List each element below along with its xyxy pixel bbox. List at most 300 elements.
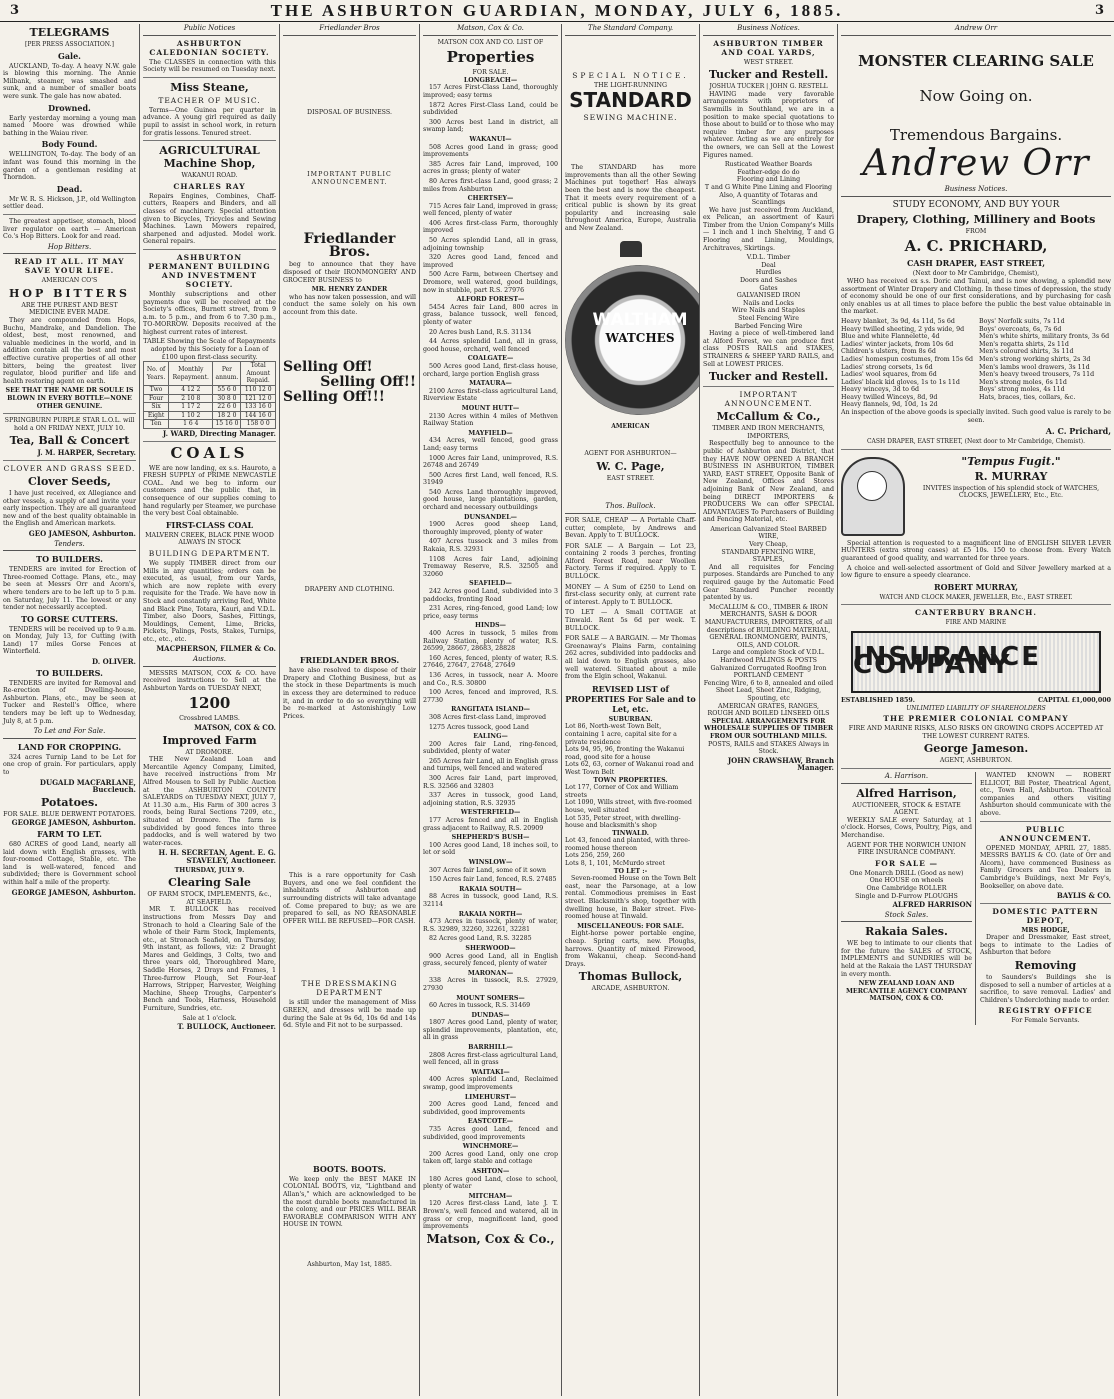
property-district: MOUNT HUTT— (461, 404, 520, 412)
tinwald-head: TINWALD. (612, 829, 649, 837)
pr-sign2: CASH DRAPER, EAST STREET, (Next door to Mr Cambridge, Chemist). (866, 438, 1086, 446)
steane-body: Terms—One Guinea per quarter in advance. A young girl required as daily pupil to assist in school work, in return for gratis lessons. Tenured street. (143, 106, 276, 137)
mc-list-item: American Galvanized Steel BARBED WIRE, (710, 525, 827, 541)
bn-head: Business Notices. (841, 185, 1111, 197)
pa-body: OPENED MONDAY, APRIL 27, 1885. MESSRS BAYLIS & CO. (late of Orr and Alcorn), have commenced Business as Family Grocers and Tea Dealers in Cambridge's Buildings, next Mr Fey's, Bookseller, on above date. (980, 844, 1111, 890)
matson-foot: Matson, Cox & Co., (426, 1231, 555, 1246)
land-sign: DUGALD MACFARLANE, Buccleuch. (39, 777, 136, 795)
suburban-list (565, 723, 696, 776)
mc-list (703, 526, 834, 564)
telegram-heading: Body Found. (41, 139, 98, 150)
tr-list2-item: Hurdles (755, 269, 782, 277)
property-item: 500 Acres good Land, first-class house, orchard, large portion English grass (423, 362, 558, 378)
tenders2-body: TENDERS are invited for Removal and Re-erection of Dwelling-house, Ashburton. Plans, etc., may be seen at Tucker and Restell's Office, where tenders may be left up to Wednesday, July 8, at 5 p.m. (3, 679, 136, 725)
tf-body2: Special attention is requested to a magnificent line of ENGLISH SILVER LEVER HUNTERS (extra strong cases) at £5 10s. 150 to choose from. Every Watch guaranteed of good quality, and warranted for three years. (841, 539, 1111, 563)
farm-body2: THE New Zealand Loan and Mercantile Agency Company, Limited, have received instructions from Mr Alfred Mousen to Sell by Public Auction at the ASHBURTON COUNTY SALEYARDS on TUESDAY NEXT, JULY 7, At 11.30 a.m., His Farm of 300 acres 3 roods, being Rural Sections 7209, etc., situated at Dromore. The farm is subdivided by good fences into three paddocks, and is well watered by two water-races. (143, 756, 276, 847)
property-item: 157 Acres First-Class Land, thoroughly improved; easy terms (423, 84, 558, 99)
property-district: WINSLOW— (468, 859, 513, 866)
table-cell: Eight (144, 411, 169, 420)
telegram-heading: Dead. (56, 183, 83, 194)
standard-big: STANDARD (569, 88, 692, 113)
pa-title: PUBLIC ANNOUNCEMENT. (999, 824, 1092, 843)
tolet-body: Seven-roomed House on the Town Belt east, near the Parsonage, at a low rental. Commodious premises in East street. Blacksmith's shop, together with dwelling house, in Baker street. Five-roomed house at Tinwald. (565, 875, 696, 921)
sell-3: Selling Off!!! (283, 388, 385, 405)
potatoes-sign: GEORGE JAMESON, Ashburton. (11, 818, 136, 828)
mc-list2-item: AMERICAN GRATES, RANGES, (717, 702, 820, 710)
revised-title: REVISED LIST of PROPERTIES For Sale and to Let, etc. (565, 683, 696, 714)
steane-sub: TEACHER OF MUSIC. (158, 95, 261, 105)
mc-list2 (703, 649, 834, 717)
bullock-item: FOR SALE, CHEAP — A Portable Chaff-cutter, complete, by Andrews and Bevan. Apply to T. BULLOCK. (565, 516, 696, 540)
property-item: 5454 Acres fair Land, 800 acres in grass, balance tussock, well fenced, plenty of water (423, 303, 558, 326)
property-district: RAKAIA NORTH— (458, 910, 523, 918)
property-item: 406 Acres first-class Farm, thoroughly improved (423, 219, 558, 235)
mc-list2-item: ROUGH AND BOILED LINSEED OILS (707, 710, 830, 718)
hop-sub: ARE THE PUREST AND BEST MEDICINE EVER MADE. (21, 301, 118, 317)
property-district: CHERTSEY— (467, 195, 514, 203)
property-item: 265 Acres fair Land, all in English grass and turnips, well fenced and watered (423, 757, 558, 773)
table-header-cell: No. of Years. (144, 362, 169, 386)
tea-sign: J. M. HARPER, Secretary. (37, 448, 136, 458)
fb-body: beg to announce that they have disposed of their IRONMONGERY AND GROCERY BUSINESS to (283, 261, 416, 284)
property-item: 150 Acres fair Land, fenced, R.S. 27485 (429, 876, 557, 884)
property-item: 300 Acres best Land in district, all swamp land; (423, 118, 558, 134)
pr-item-right: Men's strong moles, 6s 11d (979, 378, 1067, 386)
clear-title: Clearing Sale (168, 876, 251, 890)
property-district: MAYFIELD— (468, 429, 513, 437)
watch-crown-icon (620, 241, 642, 257)
ah-item: One Cambridge ROLLER (866, 884, 947, 892)
table-cell: Four (144, 394, 169, 403)
mc-list-item: STANDARD FENCING WIRE, (721, 548, 816, 556)
repayment-table-header (144, 362, 276, 386)
table-cell: 158 0 0 (241, 420, 276, 429)
property-item: 300 Acres fair Land, part improved, R.S. 32566 and 32803 (423, 775, 558, 790)
pr-item-right: Hats, braces, ties, collars, &c. (979, 393, 1076, 401)
ins-body: FIRE AND MARINE RISKS, ALSO RISKS ON GROWING CROPS ACCEPTED AT THE LOWEST CURRENT RATES. (848, 725, 1104, 740)
bottom-pair (841, 772, 1111, 1025)
timber-sub: WEST STREET. (743, 58, 794, 66)
tr-names: JOSHUA TUCKER | JOHN G. RESTELL (709, 83, 828, 91)
tr-list (703, 161, 834, 207)
mc-list2-item: Sheet Lead, Sheet Zinc, Ridging, Spouting, etc (715, 687, 822, 702)
column-friedlander (280, 24, 420, 1396)
dp-name: MRS HODGE, (1021, 926, 1070, 934)
dp-big: Removing (1014, 959, 1077, 973)
mc-foot: POSTS, RAILS and STAKES Always in Stock. (707, 740, 830, 756)
clover-sign: GEO JAMESON, Ashburton. (28, 528, 136, 538)
tinwald-item: Lot 43, fenced and planted, with three-roomed house thereon (565, 837, 691, 852)
bullock-item: FOR SALE — A BARGAIN. — Mr Thomas Greenaway's Plains Farm, containing 262 acres, subdivided into paddocks and all laid down to English grasses, also well watered. Situated about a mile from the Elgin school, Wakanui. (565, 635, 696, 681)
land-title: LAND FOR CROPPING. (17, 741, 122, 752)
mc-special: SPECIAL ARRANGEMENTS FOR WHOLESALE SUPPLIES OF TIMBER FROM OUR SOUTHLAND MILLS. (703, 717, 834, 740)
mc-list2-item: Fencing Wire, 6 to 8, annealed and oiled (703, 679, 834, 687)
property-district: DUNSANDEL— (464, 513, 517, 521)
town-item: Lot 1090, Wills street, with five-roomed house, well situated (565, 799, 692, 814)
wk-title: WANTED KNOWN — ROBERT ELLICOT, Bill Poster, Theatrical Agent, etc., Town Hall, Ashburton. Theatrical companies and others visiting Ashburton should communicate with the above. (980, 771, 1111, 817)
property-item: 120 Acres first-class Land, late J. T. Brown's, well fenced and watered, all in grass or crop, magnificent land, good improvements (423, 1200, 558, 1231)
tr-body3: Having a piece of well-timbered land at Alford Forest, we can produce first class POSTS RAILS and STAKES, STRAINERS & SHEEP YARD RAILS, and Sell at LOWEST PRICES. (703, 330, 834, 368)
property-district: RANGITATA ISLAND— (451, 706, 530, 714)
pr-item-left: Children's ulsters, from 8s 6d (841, 348, 936, 356)
ah-agent: AGENT FOR THE NORWICH UNION FIRE INSURANCE COMPANY. (847, 841, 966, 857)
table-cell: 15 16 0 (213, 420, 241, 429)
pr-item-right: Men's coloured shirts, 3s 11d (979, 348, 1074, 356)
clover-title: Clover Seeds, (28, 474, 111, 488)
dp-title: DOMESTIC PATTERN DEPOT, (992, 906, 1099, 925)
property-item: 307 Acres fair Land, some of it sown (429, 866, 547, 874)
tr-list2-item: Doors and Sashes (739, 277, 798, 285)
pr-item-left: Ladies' strong corsets, 1s 6d (841, 363, 933, 371)
table-cell: 2 10 8 (169, 394, 213, 403)
waltham-watch-icon (565, 265, 700, 415)
dept-body: We supply TIMBER direct from our Mills in any quantities; orders can be executed, as usual, from our Yards, which are now replete with every requisite for the Trade. We have now in Stock and constantly arriving Red, White and Black Pine, Totara, Kauri, and V.D.L. Timber, also Doors, Sashes, Fittings, Mouldings, Cement, Lime, Bricks, Pickets, Palings, Posts, Stakes, Turnips, etc., etc., etc. (143, 559, 276, 643)
property-item: 473 Acres in tussock, plenty of water, R.S. 32989, 32260, 32261, 32281 (423, 918, 558, 933)
table-cell: 18 2 0 (213, 411, 241, 420)
table-cell: 121 12 0 (241, 394, 276, 403)
property-item: 82 Acres good Land, R.S. 32285 (429, 935, 532, 943)
sewing-machine: SEWING MACHINE. (583, 113, 678, 123)
tr-list2-item: GALVANISED IRON (736, 292, 801, 300)
table-header-cell: Per annum. (213, 362, 241, 386)
tolet-head: TO LET :- (613, 867, 648, 875)
bullock-item: TO LET — A Small COTTAGE at Tinwald. Rent 5s 6d per week. T. BULLOCK. (565, 609, 696, 632)
gorse-title: TO GORSE CUTTERS. (21, 613, 118, 624)
tf-body: INVITES inspection of his splendid stock of WATCHES, CLOCKS, JEWELLERY, Etc., Etc. (922, 484, 1100, 500)
farm-title: FARM TO LET. (37, 828, 102, 839)
table-header-cell: Monthly Repayment. (169, 362, 213, 386)
property-item: 540 Acres Land thoroughly improved, good house, large plantations, garden, orchard and necessary outbuildings (423, 488, 558, 512)
ins-agent2: AGENT, ASHBURTON. (939, 757, 1013, 765)
tr-list-item: Feather-edge do do (737, 168, 800, 176)
bullock-item: MONEY — A Sum of £250 to Lend on first-class security only, at current rate of interest. Apply to T. BULLOCK. (565, 583, 696, 606)
orr-big3: Tremendous Bargains. (889, 125, 1063, 144)
public-notices-head: Public Notices (143, 24, 276, 36)
sell-1: Selling Off! (283, 358, 373, 375)
pr-body: WHO has received ex s.s. Doric and Tainui, and is now showing, a splendid new assortment of Winter Drapery and Clothing. In these times of depression, the study of economy should be one of our first considerations, and by purchasing for cash only enables us at all times to place before the public the best value obtainable in the market. (841, 277, 1111, 316)
tf-sign2: WATCH AND CLOCK MAKER, JEWELLER, Etc., EAST STREET. (879, 593, 1073, 601)
standard-head: The Standard Company. (565, 24, 696, 36)
telegram-list (3, 51, 136, 211)
table-cell: 22 6 0 (213, 403, 241, 412)
telegram-heading: Gale. (58, 50, 81, 61)
ins-liab: UNLIMITED LIABILITY OF SHAREHOLDERS (906, 704, 1046, 712)
column-telegrams (0, 24, 140, 1396)
table-row (144, 386, 276, 395)
mc-list-item: STAPLES, (752, 556, 785, 564)
suburban-item: Lots 94, 95, 96, fronting the Wakanui road, good site for a house (565, 746, 685, 761)
matson-head: Matson, Cox & Co. (423, 24, 558, 36)
property-district: EASTCOTE— (467, 1118, 514, 1126)
ah-sub: AUCTIONEER, STOCK & ESTATE AGENT. (852, 801, 961, 817)
fb-name: MR. HENRY ZANDER (311, 286, 388, 294)
property-item: 100 Acres, fenced and improved, R.S. 27730 (423, 689, 558, 704)
property-district: COALGATE— (467, 355, 514, 363)
drapery: DRAPERY AND CLOTHING. (304, 585, 395, 593)
clear-sub: OF FARM STOCK, IMPLEMENTS, &c., AT SEAFIELD. (147, 891, 272, 906)
tr-list2-item: Gates (759, 284, 778, 292)
farm-title2: Improved Farm (162, 733, 257, 747)
farm-sign2: H. H. SECRETAN, Agent. E. G. STAVELEY, Auctioneer. (158, 848, 276, 865)
fb2-body: have also resolved to dispose of their Drapery and Clothing Business, but as the stock in these Departments is much in excess they are determined to reduce it, and in order to do so everything will be re-marked at Astonishingly Low Prices. (283, 667, 416, 720)
property-item: 231 Acres, ring-fenced, good Land; low price, easy terms (423, 605, 558, 620)
table-sign: J. WARD, Directing Manager. (162, 429, 276, 438)
pr-item-left: Blue and white Flannelette, 4d (841, 333, 940, 341)
hop-title: READ IT ALL. IT MAY SAVE YOUR LIFE. (14, 257, 125, 276)
property-item: 2808 Acres first-class agricultural Land, well fenced, all in grass (423, 1051, 558, 1067)
agent-addr: EAST STREET. (606, 474, 655, 482)
property-district: SHEPHERD'S BUSH— (451, 834, 530, 842)
property-item: 338 Acres in tussock, R.S. 27929, 27930 (423, 977, 558, 992)
table-title: TABLE Showing the Scale of Repayments adopted by this Society for a Loan of £100 upon first-class security. (143, 338, 276, 361)
farm-body: 680 ACRES of good Land, nearly all laid down with English grasses, with four-roomed Cottage, Stable, etc. The land is well-watered, fenced and subdivided; there is Government school within half a mile of the property. (3, 840, 136, 886)
auction1-sub: Crossbred LAMBS. (179, 715, 240, 723)
property-item: 900 Acres good Land, all in English grass, securely fenced, plenty of water (423, 952, 558, 968)
property-district: EALING— (473, 733, 508, 741)
tf-name: R. MURRAY (974, 469, 1048, 483)
telegram-text: Mr W. R. S. Hickson, J.P., old Wellington settler dead. (3, 195, 136, 211)
table-row (144, 411, 276, 420)
rk-title: Rakaia Sales. (865, 925, 948, 939)
ins-cap: CAPITAL £1,000,000 (1038, 697, 1111, 704)
land-body: 324 acres Turnip Land to be Let for one crop of grain. For particulars, apply to (3, 753, 136, 776)
column-orr (838, 24, 1114, 1396)
pr-item-left: Heavy twilled sheeting, 2 yds wide, 9d (841, 325, 965, 333)
property-item: 434 Acres, well fenced, good grass Land; easy terms (423, 437, 558, 452)
town-item: Lot 177, Corner of Cox and William streets (565, 784, 679, 799)
table-cell: 1 17 2 (169, 403, 213, 412)
tf-sign: ROBERT MURRAY, (933, 581, 1019, 592)
gorse-sign: D. OLIVER. (91, 657, 136, 667)
ah-item: One HOUSE on wheels (869, 877, 944, 885)
farm-sub2: AT DROMORE. (185, 748, 234, 756)
hop-co: AMERICAN CO'S (41, 277, 98, 285)
property-item: 1807 Acres good Land, plenty of water, splendid improvements, plantation, etc, all in grass (423, 1019, 558, 1042)
bullock-list (565, 517, 696, 681)
orr-head: Andrew Orr (841, 24, 1111, 36)
tr-list2-item: Wire Nails and Staples (731, 307, 806, 315)
property-district: LIMEHURST— (464, 1093, 517, 1101)
clover-body: I have just received, ex Allegiance and other vessels, a supply of and invite your early inspection. They are all guaranteed new and of the best quality obtainable in the English and American markets. (3, 489, 136, 528)
tea-sub: SPRINGBURN PURPLE STAR L.O.L. will hold a ON FRIDAY NEXT, JULY 10. (4, 417, 135, 432)
table-row (144, 394, 276, 403)
coals-sub: FIRST-CLASS COAL (165, 519, 254, 530)
property-item: 1000 Acres fair Land, unimproved, R.S. 26748 and 26749 (423, 454, 558, 470)
dept-sign: MACPHERSON, FILMER & Co. (156, 644, 276, 654)
property-item: 160 Acres, fenced, plenty of water, R.S. 27646, 27647, 27648, 27649 (423, 654, 558, 670)
tenders1-title: TO BUILDERS. (36, 554, 103, 565)
property-district: ASHTON— (471, 1167, 510, 1175)
misc-body: Eight-horse power portable engine, cheap. Spring carts, new. Ploughs, harrows. Quantity of mixed Firewood, from Wakanui, cheap. Second-hand Drays. (565, 930, 696, 968)
announce: IMPORTANT PUBLIC ANNOUNCEMENT. (307, 171, 392, 186)
table-cell: 1 10 2 (169, 411, 213, 420)
auctions-head: Auctions. (143, 655, 276, 667)
pr-item-left: Ladies' black kid gloves, 1s to 1s 11d (841, 378, 960, 386)
caledonian-body: The CLASSES in connection with this Society will be resumed on Tuesday next. (143, 58, 276, 74)
town-item: Lot 535, Peter street, with dwelling-house and blacksmith's shop (565, 814, 681, 830)
column-public-notices (140, 24, 280, 1396)
column-business (700, 24, 838, 1396)
suburban-item: Lot 86, North-west Town Belt, containing 1 acre, capital site for a private residence (565, 723, 677, 746)
ah-sign: ALFRED HARRISON (892, 900, 972, 910)
mc-list2-item: Galvanized Corrugated Roofing Iron (710, 664, 827, 672)
table-cell: 4 12 2 (169, 386, 213, 395)
mc-body2: And all requisites for Fencing purposes. Standards are Punched to any required gauge by the Automatic Feed Gear Standard Puncher recently patented by us. (703, 563, 834, 602)
dp-body: Draper and Dressmaker, East street, begs to intimate to the Ladies of Ashburton that before (980, 934, 1111, 957)
table-cell: 1 6 4 (169, 420, 213, 429)
special-notice: SPECIAL NOTICE. (572, 70, 689, 80)
pr-item-left: Heavy blanket, 3s 9d, 4s 11d, 5s 6d (841, 317, 955, 325)
boots-body: We keep only the BEST MAKE IN COLONIAL BOOTS, viz, "Lightband and Allan's," which are acknowledged to be the most durable boots manufactured in the colony, and our PRICES WILL BEAR FAVORABLE COMPARISON WITH ANY HOUSE IN TOWN. (283, 1175, 416, 1229)
property-item: 400 Acres in tussock, 5 miles from Railway Station, plenty of water, R.S. 26599, 28667, 28683, 28828 (423, 629, 558, 653)
tenders-head: Tenders. (3, 540, 136, 552)
farm-sign: GEORGE JAMESON, Ashburton. (11, 887, 136, 897)
mc-list2-item: Large and complete Stock of V.D.L. Hardwood PALINGS & POSTS (712, 649, 825, 664)
mc-sub: TIMBER AND IRON MERCHANTS, IMPORTERS, (712, 425, 825, 440)
telegram-text: Early yesterday morning a young man named Moore was drowned while bathing in the Waiau river. (3, 114, 136, 137)
misc-head: MISCELLANEOUS: FOR SALE. (577, 922, 684, 930)
stock-head: Stock Sales. (841, 911, 972, 923)
property-district: MOUNT SOMERS— (456, 994, 525, 1002)
tr-list2-item: V.D.L. Timber (746, 254, 791, 262)
coals-list: MALVERN CREEK, BLACK PINE WOOD ALWAYS IN STOCK (145, 531, 274, 547)
bullock-head: Thos. Bullock. (565, 502, 696, 514)
watch-top: AMERICAN (611, 422, 650, 430)
pr-top: STUDY ECONOMY, AND BUY YOUR (892, 199, 1060, 210)
tr-list-item: T and G White Pine Lining and Flooring (704, 183, 833, 191)
property-item: 1275 Acres tussock, good Land (429, 723, 529, 731)
property-district: DUNDAS— (471, 1011, 510, 1019)
potatoes-title: Potatoes. (41, 795, 98, 809)
auction1-sign: MATSON, COX & CO. (194, 723, 276, 733)
telegram-heading: Drowned. (48, 102, 91, 113)
property-item: 180 Acres good Land, close to school, plenty of water (423, 1175, 558, 1191)
tr-list2-item: Nails and Locks (743, 299, 794, 307)
machine-body: Repairs Engines, Combines, Chaff-cutters, Reapers and Binders, and all classes of machinery. Special attention given to Bicycles, Tricycles and Sewing Machines. Lawn Mowers repaired, sharpened and adjusted. Model work. General repairs. (143, 192, 276, 246)
pr-item-left: Ladies' winter jackets, from 10s 6d (841, 340, 954, 348)
table-header-cell: Total Amount Repaid. (241, 362, 276, 386)
masthead (0, 0, 1114, 22)
ah-title: Alfred Harrison, (856, 786, 957, 800)
gorse-body: TENDERS will be received up to 9 a.m. on Monday, July 13, for Cutting (with Land) 17 miles Gorse Fences at Winterfield. (3, 625, 136, 656)
auction1-title: MESSRS MATSON, COX & CO. have received instructions to Sell at the Ashburton Yards on TUESDAY NEXT, (143, 669, 276, 692)
timber-title: ASHBURTON TIMBER AND COAL YARDS, (713, 38, 824, 57)
mc-body: Respectfully beg to announce to the public of Ashburton and District, that they HAVE NOW OPENED A BRANCH BUSINESS IN ASHBURTON, TIMBER YARD, EAST STREET, Opposite Bank of New Zealand, Offices and Stores adjoining Bank of New Zealand, and being DIRECT IMPORTERS & PRODUCERS We can offer SPECIAL ADVANTAGES To Purchasers of Building and Fencing Material, etc. (703, 440, 834, 524)
table-row (144, 403, 276, 412)
suburban-head: SUBURBAN. (608, 715, 653, 723)
ah-items (841, 870, 972, 900)
steane-title: Miss Steane, (170, 80, 249, 94)
watch-caption: WATCHES (605, 330, 675, 345)
hop-head: Hop Bitters. (3, 243, 136, 255)
pr-item-right: Men's lambs wool drawers, 3s 11d (979, 363, 1090, 371)
bullock-addr: ARCADE, ASHBURTON. (591, 985, 670, 993)
telegrams-sub: [PER PRESS ASSOCIATION.] (25, 41, 114, 48)
light-running: THE LIGHT-RUNNING (593, 81, 668, 89)
machine-title: AGRICULTURAL Machine Shop, (159, 144, 260, 171)
clear-body: MR T. BULLOCK has received instructions from Messrs Day and Stronach to hold a Clearing Sale of the whole of their Farm Stock, Implements, etc., at Stronach Seafield, on Thursday, 9th instant, as follows, viz: 2 Draught Mares and Geldings, 3 Colts, two and three years old, Thoroughbred Mare, Saddle Horses, 2 Drays and Frames, 1 Three-furrow Plough, Set Four-leaf Harrows, Stripper, Harvester, Weighing Machine, Sheep Troughs, Carpenter's Bench and Tools, Harness, Household Furniture, Sundries, etc. (143, 906, 276, 1013)
insurance-logo-icon (851, 631, 1101, 693)
friedlander-head: Friedlander Bros (283, 24, 416, 36)
matson-title: Properties (446, 48, 535, 67)
page-columns (0, 24, 1114, 1396)
property-item: 400 Acres splendid Land, Reclaimed swamp, good improvements (423, 1076, 558, 1092)
property-district: RAKAIA SOUTH— (459, 885, 522, 893)
matson-title-small: MATSON COX AND CO. LIST OF (437, 38, 544, 46)
sell-2: Selling Off!! (320, 373, 416, 390)
newspaper-title: THE ASHBURTON GUARDIAN, MONDAY, JULY 6, 1885. (270, 0, 844, 20)
property-item: 1900 Acres good sheep Land, thoroughly improved, plenty of water (423, 521, 558, 536)
property-item: 500 Acre Farm, between Chertsey and Dromore, well watered, good buildings, now in stubble, part R.S. 27976 (423, 271, 558, 294)
property-item: 200 Acres good Land, fenced and subdivided, good improvements (423, 1101, 558, 1116)
property-item: 735 Acres good Land, fenced and subdivided, good improvements (423, 1126, 558, 1141)
pr-item-left: Ladies' wool squares, from 6d (841, 371, 937, 379)
pa-sign: BAYLIS & CO. (1056, 891, 1111, 901)
tr-body2: We have just received from Auckland, ex Pelican, an assortment of Kauri Timber from the Union Company's Mills — 1 inch and 1 inch Shelving, T and G Flooring and Lining, Mouldings, Architraves, Skirtings. (703, 206, 834, 252)
tr-body: HAVING made very favorable arrangements with proprietors of Sawmills in Southland, we are in a position to make special quotations to those about to build or to those who may require timber for any purposes whatever. Acting as we are entirely for the owners, we can Sell at the Lowest Figures named. (703, 90, 834, 159)
town-list (565, 784, 696, 830)
property-item: 177 Acres fenced and all in English grass adjacent to Railway, R.S. 20909 (423, 817, 558, 832)
clear-date: THURSDAY, JULY 9. (174, 866, 245, 874)
property-district: SEAFIELD— (469, 580, 512, 588)
ins-row (841, 697, 1111, 705)
mc-list2-item: PORTLAND CEMENT (733, 672, 804, 680)
agent-name: W. C. Page, (596, 459, 665, 473)
ins-agent: George Jameson. (923, 742, 1029, 756)
property-item: 242 Acres good Land, subdivided into 3 paddocks, fronting Road (423, 588, 558, 603)
table-cell: 144 16 0 (241, 411, 276, 420)
property-district: WESTERFIELD— (460, 809, 521, 817)
pr-item-right: Boys' Norfolk suits, 7s 11d (979, 317, 1065, 325)
hop-advt: The greatest appetiser, stomach, blood liver regulator on earth — American Co.'s Hop Bitters. Look for and read. (3, 217, 136, 241)
pr-title: A. C. PRICHARD, (904, 237, 1048, 256)
pr-sub: CASH DRAPER, EAST STREET, (906, 258, 1046, 269)
auction1-big: 1200 (188, 694, 231, 713)
table-row (144, 420, 276, 429)
reg-title: REGISTRY OFFICE (998, 1006, 1093, 1016)
dress-title: THE DRESSMAKING DEPARTMENT (301, 979, 398, 998)
pr-from: FROM (965, 227, 987, 235)
hop-body: They are compounded from Hops, Buchu, Mandrake, and Dandelion. The oldest, best, most renowned, and valuable medicines in the world, and in addition contain all the best and most effective curative properties of all other bitters, being the greatest liver regulator, blood purifier and life and health restoring agent on earth. (3, 317, 136, 385)
property-item: 136 Acres, in tussock, near A. Moore and Co., R.S. 30800 (423, 671, 558, 687)
mc-sub2: McCALLUM & CO., TIMBER & IRON MERCHANTS, SASH & DOOR MANUFACTURERS, IMPORTERS, of all descriptions of BUILDING MATERIAL, GENERAL IRONMONGERY, PAINTS, OILS, AND COLOR. (704, 603, 833, 649)
tr-foot: Tucker and Restell. (708, 370, 829, 384)
property-item: 407 Acres tussock and 3 miles from Rakaia, R.S. 32931 (423, 538, 558, 554)
ins-fire: FIRE AND MARINE (945, 619, 1007, 627)
pr-foot: An inspection of the above goods is specially invited. Such good value is rarely to be seen. (841, 409, 1111, 424)
pr-note: (Next door to Mr Cambridge, Chemist), (912, 270, 1040, 278)
right-notices (980, 772, 1111, 1025)
pr-items-left (841, 318, 973, 409)
property-item: 88 Acres in tussock, good Land, R.S. 32114 (423, 893, 558, 908)
mc-notice: IMPORTANT ANNOUNCEMENT. (724, 390, 813, 409)
repayment-table (143, 361, 276, 429)
clock-icon (841, 457, 905, 536)
building-society-title: ASHBURTON PERMANENT BUILDING AND INVESTMENT SOCIETY. (148, 252, 271, 289)
property-item: 1108 Acres fair Land, adjoining Tremaway Reserve, R.S. 32505 and 32060 (423, 555, 558, 578)
pr-item-right: Men's strong working shirts, 2s 3d (979, 355, 1091, 363)
property-district: ALFORD FOREST— (456, 296, 525, 304)
property-item: 200 Acres good Land, only one crop taken off, large stable and cottage (423, 1150, 558, 1166)
table-cell: 133 16 0 (241, 403, 276, 412)
ah-sale: FOR SALE — (874, 858, 939, 868)
hop-note: SEE THAT THE NAME DR SOULE IS BLOWN IN EVERY BOTTLE—NONE OTHER GENUINE. (5, 387, 134, 410)
boots-title: BOOTS. BOOTS. (313, 1163, 386, 1174)
property-district: MARONAN— (467, 969, 514, 977)
table-cell: 110 12 0 (241, 386, 276, 395)
property-district: SHERWOOD— (465, 944, 516, 952)
orr-signature: Andrew Orr (862, 142, 1090, 184)
